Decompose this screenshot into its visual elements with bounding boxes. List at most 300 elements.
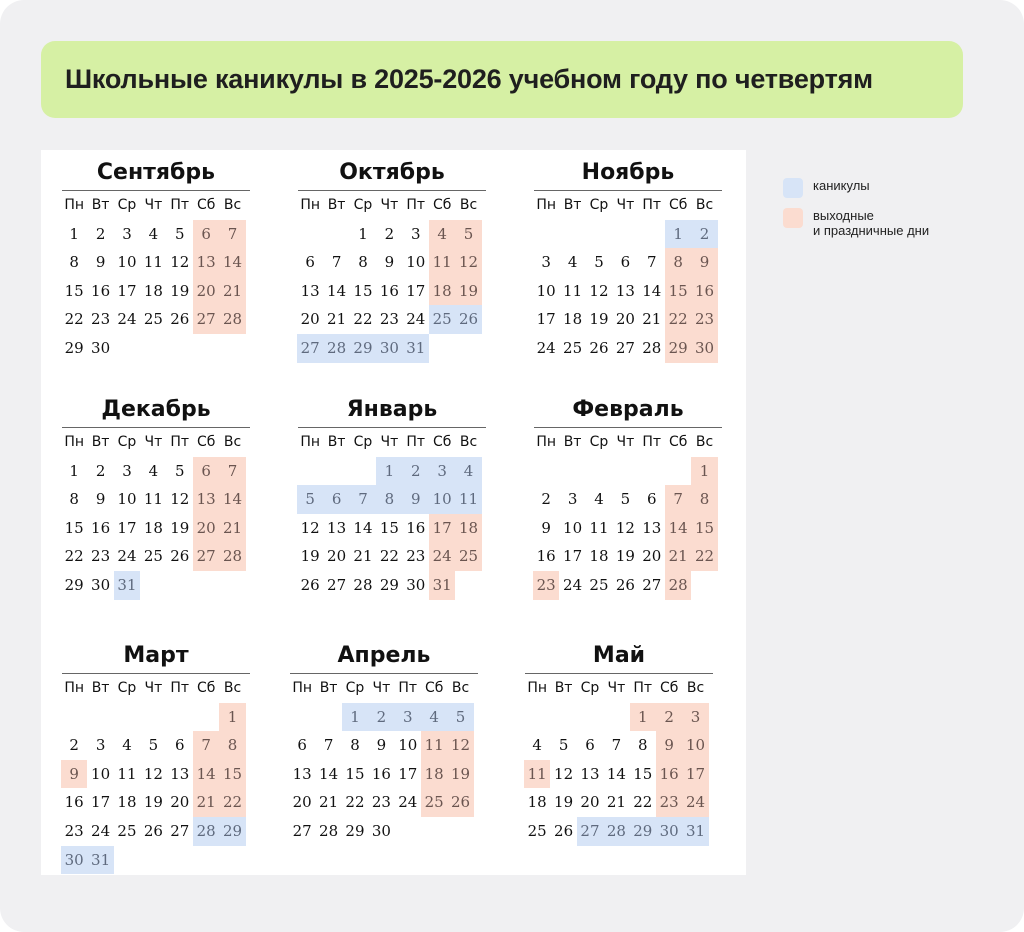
weekday-header: Вт (91, 434, 110, 450)
empty-cell (315, 703, 341, 732)
day-cell-weekend: 14 (193, 760, 219, 789)
day-cell: 9 (376, 736, 387, 755)
day-cell-weekend: 16 (656, 760, 682, 789)
day-cell: 12 (170, 490, 190, 509)
day-cell: 2 (95, 461, 106, 480)
day-cell-weekend: 22 (219, 788, 245, 817)
day-cell: 3 (541, 253, 551, 272)
day-cell-weekend: 13 (193, 248, 219, 277)
day-cell: 26 (615, 575, 635, 594)
month-4 (61, 387, 251, 600)
day-cell: 17 (398, 764, 418, 783)
day-cell-weekend: 21 (193, 788, 219, 817)
day-cell: 20 (300, 310, 320, 329)
day-cell-weekend: 12 (447, 731, 473, 760)
empty-cell (559, 220, 585, 249)
month-title: Январь (346, 397, 438, 422)
day-cell: 14 (327, 281, 347, 300)
day-cell: 22 (633, 793, 653, 812)
month-title: Ноябрь (581, 160, 675, 185)
weekday-header: Пн (536, 197, 557, 213)
day-cell-vacation: 29 (630, 817, 656, 846)
day-cell: 6 (305, 253, 315, 272)
month-grid (61, 191, 251, 363)
weekday-header: Вс (695, 434, 714, 450)
empty-cell (603, 703, 629, 732)
day-cell: 6 (297, 736, 307, 755)
day-cell: 12 (170, 253, 190, 272)
day-cell-vacation: 28 (603, 817, 629, 846)
day-cell: 24 (563, 575, 583, 594)
weekday-header: Вт (91, 680, 110, 696)
day-cell-weekend: 25 (421, 788, 447, 817)
day-cell-weekend: 9 (656, 731, 682, 760)
day-cell-weekend: 28 (219, 305, 245, 334)
month-5 (297, 387, 487, 600)
day-cell: 9 (541, 518, 551, 537)
day-cell: 23 (91, 310, 111, 329)
day-cell: 13 (615, 281, 635, 300)
day-cell: 16 (91, 281, 111, 300)
day-cell-weekend: 16 (691, 277, 717, 306)
day-cell: 28 (642, 338, 662, 357)
day-cell: 15 (633, 764, 653, 783)
month-title: Апрель (337, 643, 431, 668)
empty-cell (61, 703, 87, 732)
day-cell-vacation: 1 (376, 457, 402, 486)
title-banner (41, 41, 963, 118)
day-cell: 7 (323, 736, 334, 755)
day-cell: 3 (95, 736, 106, 755)
day-cell: 16 (91, 518, 111, 537)
day-cell: 16 (371, 764, 391, 783)
day-cell: 23 (379, 310, 399, 329)
day-cell: 11 (143, 253, 163, 272)
day-cell: 15 (345, 764, 365, 783)
day-cell: 26 (554, 821, 574, 840)
day-cell-weekend: 15 (219, 760, 245, 789)
day-cell: 30 (406, 575, 426, 594)
weekday-header: Сб (196, 680, 216, 696)
empty-cell (586, 457, 612, 486)
day-cell: 17 (406, 281, 426, 300)
day-cell-vacation: 30 (656, 817, 682, 846)
day-cell-weekend: 7 (193, 731, 219, 760)
empty-cell (114, 703, 140, 732)
day-cell-weekend: 9 (61, 760, 87, 789)
month-2 (297, 150, 487, 363)
day-cell: 13 (327, 518, 347, 537)
day-cell: 8 (69, 490, 79, 509)
day-cell: 23 (371, 793, 391, 812)
page-title: Школьные каникулы в 2025-2026 учебном году по четвертям (65, 64, 873, 94)
day-cell: 30 (371, 821, 391, 840)
empty-cell (350, 457, 376, 486)
day-cell-weekend: 22 (665, 305, 691, 334)
empty-cell (167, 703, 193, 732)
weekday-header: Пн (292, 680, 313, 696)
day-cell-weekend: 12 (455, 248, 481, 277)
day-cell: 21 (353, 547, 373, 566)
day-cell-weekend: 15 (665, 277, 691, 306)
day-cell: 20 (642, 547, 662, 566)
day-cell-vacation: 31 (682, 817, 708, 846)
day-cell: 3 (410, 224, 421, 243)
day-cell-vacation: 26 (455, 305, 481, 334)
day-cell: 17 (117, 281, 137, 300)
day-cell: 1 (69, 224, 79, 243)
day-cell: 26 (143, 821, 163, 840)
day-cell: 19 (615, 547, 635, 566)
legend-swatch-vacation (783, 178, 803, 198)
day-cell: 27 (642, 575, 662, 594)
day-cell-weekend: 11 (524, 760, 550, 789)
day-cell: 5 (148, 736, 159, 755)
day-cell-vacation: 11 (455, 485, 481, 514)
day-cell-weekend: 18 (429, 277, 455, 306)
day-cell-vacation: 31 (114, 571, 140, 600)
day-cell: 18 (563, 310, 583, 329)
empty-cell (193, 703, 219, 732)
day-cell: 6 (646, 490, 657, 509)
day-cell-vacation: 1 (342, 703, 368, 732)
day-cell-weekend: 27 (193, 542, 219, 571)
day-cell: 3 (122, 224, 132, 243)
day-cell: 18 (143, 518, 163, 537)
day-cell-weekend: 14 (219, 248, 245, 277)
day-cell: 12 (589, 281, 609, 300)
day-cell: 3 (567, 490, 578, 509)
day-cell: 12 (615, 518, 635, 537)
day-cell: 13 (580, 764, 600, 783)
month-9 (524, 633, 714, 846)
day-cell: 7 (611, 736, 622, 755)
weekday-header: Пт (406, 197, 426, 213)
day-cell: 23 (91, 547, 111, 566)
empty-cell (289, 703, 315, 732)
day-cell: 30 (91, 575, 111, 594)
day-cell: 4 (148, 224, 159, 243)
day-cell: 13 (642, 518, 662, 537)
month-grid (297, 191, 487, 363)
day-cell: 11 (117, 764, 137, 783)
weekday-header: Чт (144, 197, 163, 213)
day-cell: 17 (117, 518, 137, 537)
day-cell: 11 (589, 518, 609, 537)
day-cell: 9 (95, 490, 106, 509)
day-cell: 7 (646, 253, 657, 272)
weekday-header: Вс (459, 434, 478, 450)
day-cell: 17 (91, 793, 111, 812)
day-cell-vacation: 5 (297, 485, 323, 514)
empty-cell (297, 220, 323, 249)
day-cell-vacation: 29 (350, 334, 376, 363)
month-6 (533, 387, 723, 600)
weekday-header: Чт (144, 680, 163, 696)
weekday-header: Ср (117, 197, 137, 213)
day-cell-weekend: 1 (630, 703, 656, 732)
day-cell-vacation: 8 (376, 485, 402, 514)
day-cell-weekend: 28 (219, 542, 245, 571)
day-cell: 17 (536, 310, 556, 329)
weekday-header: Чт (607, 680, 626, 696)
day-cell-vacation: 25 (429, 305, 455, 334)
weekday-header: Сб (659, 680, 679, 696)
day-cell-weekend: 19 (455, 277, 481, 306)
empty-cell (323, 457, 349, 486)
day-cell: 15 (379, 518, 399, 537)
weekday-header: Пт (170, 680, 190, 696)
day-cell: 15 (353, 281, 373, 300)
month-grid (524, 674, 714, 846)
day-cell-vacation: 1 (665, 220, 691, 249)
weekday-header: Пн (64, 197, 85, 213)
day-cell: 19 (300, 547, 320, 566)
day-cell: 22 (353, 310, 373, 329)
day-cell: 13 (292, 764, 312, 783)
month-title: Март (123, 643, 189, 668)
day-cell: 21 (319, 793, 339, 812)
day-cell: 20 (327, 547, 347, 566)
day-cell-weekend: 25 (455, 542, 481, 571)
day-cell-weekend: 14 (665, 514, 691, 543)
legend-item-vacation (783, 178, 983, 198)
day-cell: 29 (64, 575, 84, 594)
day-cell: 2 (95, 224, 106, 243)
day-cell: 7 (331, 253, 342, 272)
weekday-header: Вс (695, 197, 714, 213)
day-cell-weekend: 19 (447, 760, 473, 789)
empty-cell (550, 703, 576, 732)
day-cell-weekend: 7 (219, 457, 245, 486)
day-cell-weekend: 4 (429, 220, 455, 249)
day-cell-weekend: 20 (193, 514, 219, 543)
day-cell: 27 (615, 338, 635, 357)
day-cell: 13 (170, 764, 190, 783)
weekday-header: Пт (642, 434, 662, 450)
day-cell: 17 (563, 547, 583, 566)
day-cell: 19 (589, 310, 609, 329)
day-cell-vacation: 2 (691, 220, 717, 249)
day-cell-weekend: 23 (533, 571, 559, 600)
day-cell-vacation: 28 (193, 817, 219, 846)
day-cell-weekend: 24 (682, 788, 708, 817)
legend (783, 178, 983, 238)
weekday-header: Ср (589, 197, 609, 213)
day-cell: 4 (567, 253, 578, 272)
day-cell: 9 (384, 253, 395, 272)
month-grid (61, 674, 251, 874)
weekday-header: Ср (353, 434, 373, 450)
day-cell: 24 (536, 338, 556, 357)
day-cell: 4 (594, 490, 604, 509)
day-cell-weekend: 29 (665, 334, 691, 363)
month-1 (61, 150, 251, 363)
day-cell-weekend: 31 (429, 571, 455, 600)
empty-cell (524, 703, 550, 732)
day-cell-vacation: 4 (421, 703, 447, 732)
weekday-header: Ср (589, 434, 609, 450)
weekday-header: Пн (64, 680, 85, 696)
empty-cell (533, 457, 559, 486)
day-cell: 28 (319, 821, 339, 840)
day-cell: 16 (536, 547, 556, 566)
day-cell: 25 (143, 310, 163, 329)
day-cell: 19 (554, 793, 574, 812)
day-cell: 1 (358, 224, 368, 243)
day-cell: 6 (585, 736, 595, 755)
month-title: Октябрь (339, 160, 445, 185)
day-cell: 8 (69, 253, 79, 272)
day-cell: 28 (353, 575, 373, 594)
weekday-header: Пн (64, 434, 85, 450)
weekday-header: Чт (380, 197, 399, 213)
month-title: Май (592, 643, 646, 668)
weekday-header: Пн (536, 434, 557, 450)
month-title: Сентябрь (96, 160, 216, 185)
weekday-header: Ср (117, 434, 137, 450)
day-cell: 12 (554, 764, 574, 783)
weekday-header: Чт (616, 434, 635, 450)
day-cell: 24 (398, 793, 418, 812)
legend-item-weekends (783, 208, 983, 238)
empty-cell (612, 457, 638, 486)
day-cell: 15 (64, 281, 84, 300)
day-cell-vacation: 31 (403, 334, 429, 363)
empty-cell (87, 703, 113, 732)
day-cell-weekend: 27 (193, 305, 219, 334)
empty-cell (559, 457, 585, 486)
day-cell: 21 (642, 310, 662, 329)
day-cell: 22 (64, 547, 84, 566)
weekday-header: Вс (223, 434, 242, 450)
day-cell: 10 (117, 490, 137, 509)
day-cell-vacation: 27 (297, 334, 323, 363)
weekday-header: Сб (196, 434, 216, 450)
day-cell: 8 (637, 736, 648, 755)
day-cell: 21 (327, 310, 347, 329)
day-cell: 10 (563, 518, 583, 537)
day-cell-vacation: 2 (368, 703, 394, 732)
day-cell-vacation: 30 (61, 846, 87, 875)
day-cell: 25 (589, 575, 609, 594)
day-cell: 20 (580, 793, 600, 812)
day-cell: 6 (174, 736, 185, 755)
day-cell-weekend: 23 (691, 305, 717, 334)
legend-label-weekends: выходные и праздничные дни (813, 208, 930, 238)
weekday-header: Сб (668, 434, 688, 450)
day-cell: 25 (563, 338, 583, 357)
day-cell: 2 (541, 490, 551, 509)
day-cell-weekend: 21 (219, 277, 245, 306)
weekday-header: Сб (432, 197, 452, 213)
day-cell-weekend: 17 (682, 760, 708, 789)
weekday-header: Чт (144, 434, 163, 450)
month-grid (289, 674, 479, 846)
day-cell: 22 (345, 793, 365, 812)
day-cell: 5 (174, 461, 185, 480)
day-cell-weekend: 28 (665, 571, 691, 600)
day-cell: 14 (642, 281, 662, 300)
day-cell: 10 (117, 253, 137, 272)
month-grid (297, 428, 487, 600)
day-cell: 18 (527, 793, 547, 812)
weekday-header: Чт (372, 680, 391, 696)
month-8 (289, 633, 479, 846)
day-cell-weekend: 22 (691, 542, 717, 571)
weekday-header: Вт (563, 434, 582, 450)
day-cell: 22 (64, 310, 84, 329)
day-cell: 8 (358, 253, 368, 272)
month-title: Февраль (572, 397, 684, 422)
day-cell: 29 (379, 575, 399, 594)
month-grid (533, 191, 723, 363)
empty-cell (577, 703, 603, 732)
empty-cell (323, 220, 349, 249)
day-cell: 10 (398, 736, 418, 755)
day-cell: 14 (319, 764, 339, 783)
day-cell: 11 (563, 281, 583, 300)
day-cell-vacation: 29 (219, 817, 245, 846)
day-cell: 20 (292, 793, 312, 812)
weekday-header: Вс (459, 197, 478, 213)
day-cell: 5 (594, 253, 604, 272)
weekday-header: Чт (616, 197, 635, 213)
empty-cell (586, 220, 612, 249)
day-cell: 19 (170, 281, 190, 300)
weekday-header: Сб (196, 197, 216, 213)
day-cell: 1 (69, 461, 79, 480)
day-cell: 27 (292, 821, 312, 840)
day-cell: 24 (406, 310, 426, 329)
day-cell-weekend: 7 (219, 220, 245, 249)
calendar-area (41, 150, 746, 875)
weekday-header: Пт (398, 680, 418, 696)
weekday-header: Вт (327, 434, 346, 450)
day-cell: 23 (406, 547, 426, 566)
day-cell-weekend: 8 (219, 731, 245, 760)
day-cell: 3 (122, 461, 132, 480)
weekday-header: Вт (327, 197, 346, 213)
day-cell: 26 (589, 338, 609, 357)
day-cell: 26 (170, 310, 190, 329)
empty-cell (533, 220, 559, 249)
day-cell-weekend: 6 (193, 220, 219, 249)
day-cell: 10 (91, 764, 111, 783)
day-cell: 19 (170, 518, 190, 537)
day-cell-weekend: 13 (193, 485, 219, 514)
weekday-header: Вт (554, 680, 573, 696)
day-cell: 14 (353, 518, 373, 537)
day-cell-vacation: 30 (376, 334, 402, 363)
weekday-header: Вс (223, 197, 242, 213)
empty-cell (665, 457, 691, 486)
day-cell: 4 (148, 461, 159, 480)
day-cell-weekend: 1 (691, 457, 717, 486)
day-cell-weekend: 2 (656, 703, 682, 732)
day-cell: 29 (64, 338, 84, 357)
month-7 (61, 633, 251, 874)
day-cell-weekend: 18 (455, 514, 481, 543)
day-cell-vacation: 2 (403, 457, 429, 486)
day-cell: 18 (143, 281, 163, 300)
day-cell-weekend: 8 (665, 248, 691, 277)
day-cell: 22 (379, 547, 399, 566)
day-cell: 5 (174, 224, 185, 243)
day-cell-weekend: 18 (421, 760, 447, 789)
month-grid (61, 428, 251, 600)
empty-cell (612, 220, 638, 249)
